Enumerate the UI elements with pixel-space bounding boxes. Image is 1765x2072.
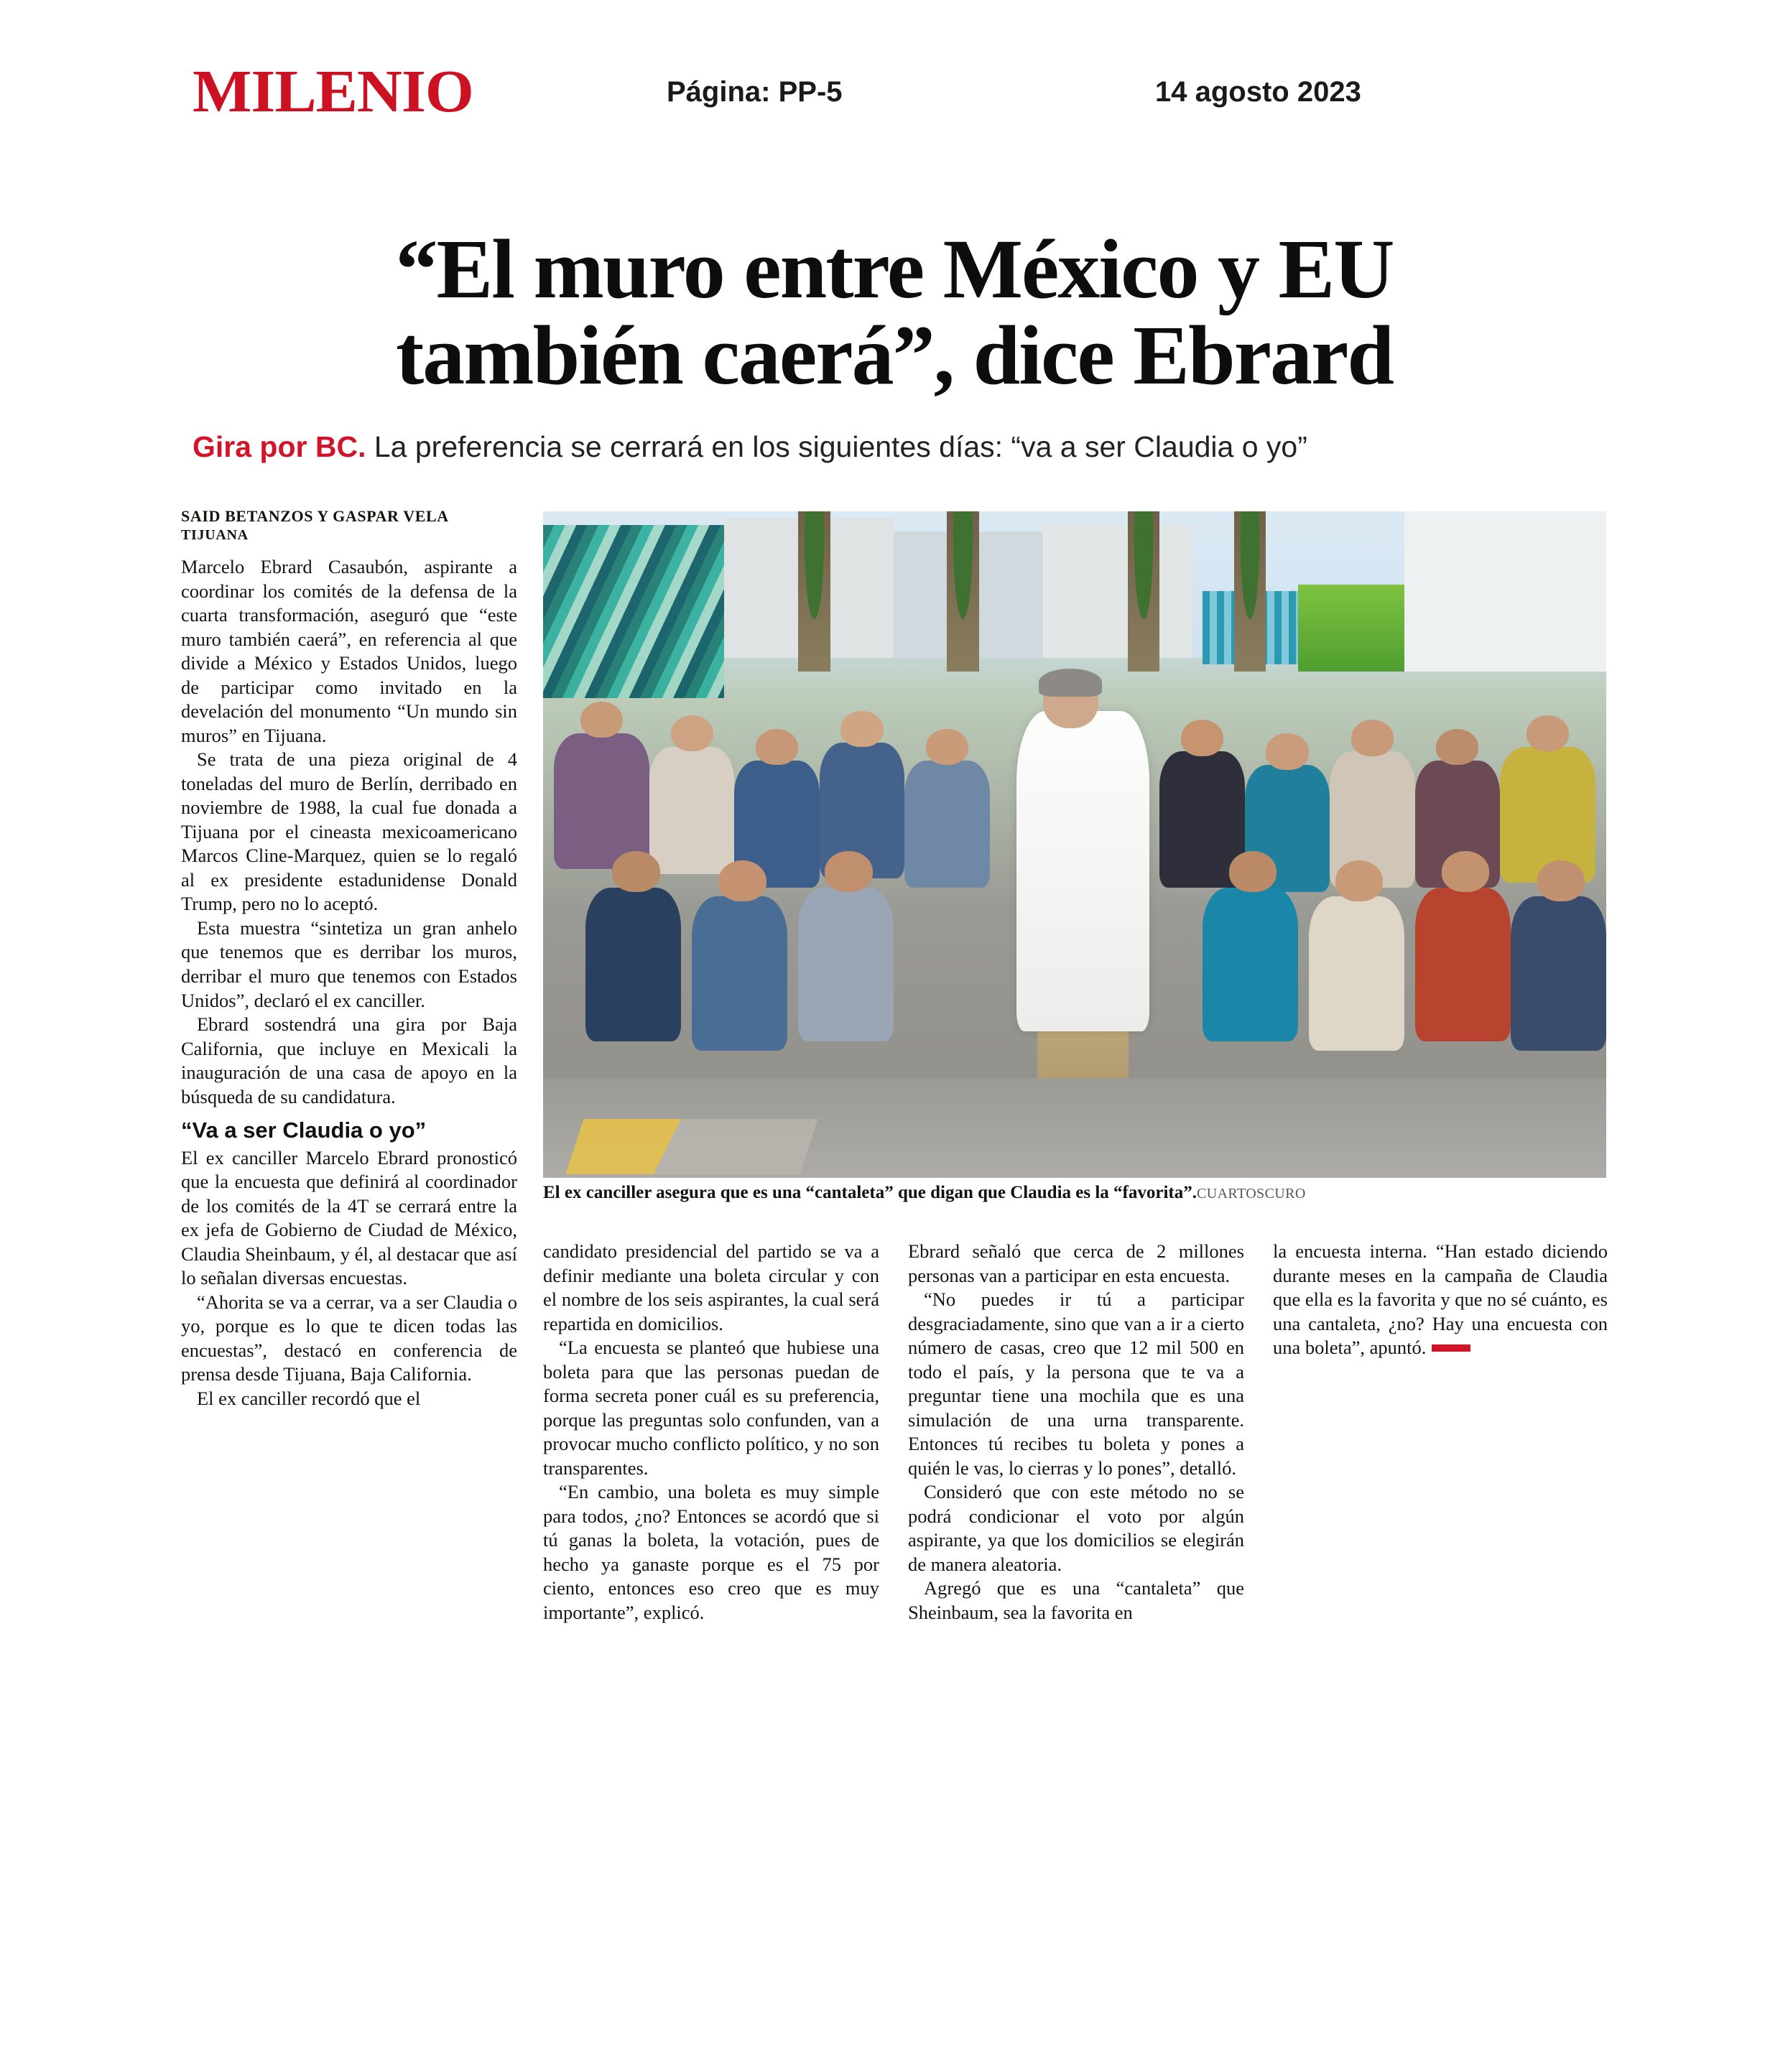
crowd-person — [649, 747, 734, 874]
crowd-person — [798, 888, 894, 1042]
crowd-person — [1436, 729, 1478, 765]
paragraph: “Ahorita se va a cerrar, va a ser Claudia o yo, porque es lo que te dicen todas las encuestas”, destacó en conferencia de prensa desde Tijuana, Baja California. — [181, 1291, 517, 1385]
crowd-person — [692, 896, 787, 1051]
milenio-logo: MILENIO — [193, 58, 473, 125]
crowd-person — [1266, 733, 1308, 769]
paragraph: Consideró que con este método no se podrá condicionar el voto por algún aspirante, ya que los domicilios se elegirán de manera aleatoria. — [908, 1481, 1244, 1575]
paragraph: Ebrard señaló que cerca de 2 millones personas van a participar en esta encuesta. — [908, 1240, 1244, 1286]
paragraph: candidato presidencial del partido se va a definir mediante una boleta circular y con el nombre de los seis aspirantes, la cual será repartida en domicilios. — [543, 1240, 879, 1334]
photo-speaker-hair — [1039, 669, 1103, 697]
paragraph: Marcelo Ebrard Casaubón, aspirante a coordinar los comités de la defensa de la cuarta transformación, aseguró que “este muro también caerá”, en referencia al que divide a México y Estados Unidos, luego de participar como invitado en la develación del monumento “Un mundo sin muros” en Tijuana. — [181, 556, 517, 746]
crowd-person — [756, 729, 798, 765]
photo-caption-text: El ex canciller asegura que es una “cantaleta” que digan que Claudia es la “favorita”. — [543, 1183, 1197, 1202]
article-column-2 — [543, 1240, 879, 1625]
page-title — [188, 222, 1600, 403]
kicker-text: La preferencia se cerrará en los siguientes días: “va a ser Claudia o yo” — [366, 430, 1307, 463]
crowd-person — [1511, 896, 1606, 1051]
paragraph: “No puedes ir tú a participar desgraciadamente, sino que van a ir a cierto número de casas, creo que 12 mil 500 en todo el país, y la persona que te va a preguntar tiene una mochila que es una simulación de una urna transparente. Entonces tú recibes tu boleta y pones a quién le vas, lo cierras y lo pones”, detalló. — [908, 1288, 1244, 1479]
headline-line-2: también caerá”, dice Ebrard — [396, 308, 1393, 403]
byline-location: TIJUANA — [181, 526, 249, 543]
paragraph: Ebrard sostendrá una gira por Baja California, que incluye en Mexicali la inauguración de una casa de apoyo en la búsqueda de su candidatura. — [181, 1013, 517, 1107]
crowd-person — [825, 851, 873, 892]
crowd-person — [1229, 851, 1277, 892]
crowd-person — [1335, 860, 1384, 901]
section-subhead: “Va a ser Claudia o yo” — [181, 1118, 427, 1143]
masthead — [193, 52, 1600, 132]
paragraph: Esta muestra “sintetiza un gran anhelo que tenemos que es derribar los muros, derribar el muro que tenemos con Estados Unidos”, declaró el ex canciller. — [181, 916, 517, 1011]
paragraph: “En cambio, una boleta es muy simple para todos, ¿no? Entonces se acordó que si tú ganas la boleta, la votación, pues de hecho ya ganaste porque es el 75 por ciento, entonces eso creo que es muy importante”, explicó. — [543, 1481, 879, 1623]
photo-speaker-shirt — [1016, 711, 1149, 1031]
headline-line-1: “El muro entre México y EU — [395, 222, 1394, 317]
crowd-person — [1415, 888, 1511, 1042]
crowd-person — [554, 733, 649, 869]
crowd-person — [1203, 888, 1298, 1042]
kicker-deck — [193, 429, 1600, 465]
photo-ground — [543, 1078, 1606, 1178]
byline-authors: SAID BETANZOS Y GASPAR VELA — [181, 507, 449, 525]
crowd-person — [840, 711, 883, 747]
paragraph: El ex canciller recordó que el — [197, 1387, 421, 1409]
article-column-4 — [1273, 1240, 1608, 1360]
crowd-person — [612, 851, 660, 892]
paragraph: El ex canciller Marcelo Ebrard pronosticó que la encuesta que definirá al coordinador de los comités de la 4T se cerrará entre la ex jefa de Gobierno de Ciudad de México, Claudia Sheinbaum, y él, al destacar que así lo señalan diversas encuestas. — [181, 1146, 517, 1289]
paragraph — [1273, 1240, 1608, 1360]
paragraph-text: la encuesta interna. “Han estado diciendo durante meses en la campaña de Claudia que ella es la favorita y que no sé cuánto, es una cantaleta, ¿no? Hay una encuesta con una boleta”, apuntó. — [1273, 1240, 1608, 1359]
photo-caption — [543, 1182, 1606, 1204]
crowd-person — [585, 888, 681, 1042]
photo-credit: CUARTOSCURO — [1196, 1186, 1306, 1202]
crowd-person — [1351, 720, 1394, 756]
publication-date: 14 agosto 2023 — [1155, 75, 1361, 108]
article-column-1 — [181, 507, 517, 1411]
crowd-person — [1527, 715, 1569, 751]
article-photo — [543, 511, 1606, 1178]
crowd-person — [1309, 896, 1404, 1051]
crowd-person — [580, 702, 623, 738]
crowd-person — [926, 729, 968, 765]
crowd-person — [1442, 851, 1490, 892]
crowd-person — [1181, 720, 1223, 756]
crowd-person — [718, 860, 766, 901]
article-column-3 — [908, 1240, 1244, 1625]
paragraph: Agregó que es una “cantaleta” que Sheinbaum, sea la favorita en — [908, 1577, 1244, 1623]
byline — [181, 507, 517, 544]
crowd-person — [1500, 747, 1595, 883]
paragraph: “La encuesta se planteó que hubiese una boleta para que las personas puedan de forma secreta poner cuál es su preferencia, porque las preguntas solo confunden, van a provocar mucho conflicto político, y no son transparentes. — [543, 1337, 879, 1479]
crowd-person — [671, 715, 713, 751]
page-number-label: Página: PP-5 — [667, 75, 843, 108]
end-of-article-mark — [1432, 1344, 1470, 1352]
paragraph: Se trata de una pieza original de 4 toneladas del muro de Berlín, derribado en noviembre de 1988, la cual fue donada a Tijuana por el cineasta mexicoamericano Marcos Cline-Marquez, quien se lo regaló al ex presidente estadunidense Donald Trump, pero no lo aceptó. — [181, 748, 517, 915]
kicker-lead: Gira por BC. — [193, 430, 366, 463]
photo-canvas — [543, 511, 1606, 1178]
crowd-person — [904, 761, 989, 888]
crowd-person — [1537, 860, 1585, 901]
